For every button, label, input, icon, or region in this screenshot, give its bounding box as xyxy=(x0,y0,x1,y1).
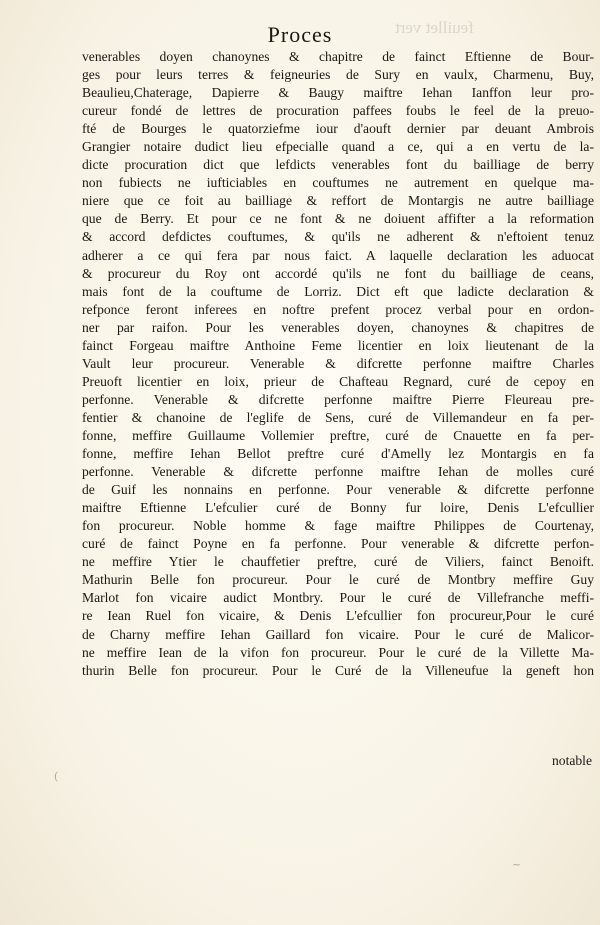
text-line: maiftre Eftienne L'efculier curé de Bonny fur loire, Denis L'efcullier xyxy=(82,500,594,516)
show-through-text: feuillet vert xyxy=(395,18,474,37)
text-line: fté de Bourges le quatorziefme iour d'aouft dernier par deuant Ambrois xyxy=(82,121,594,137)
text-line: Mathurin Belle fon procureur. Pour le curé de Montbry meffire Guy xyxy=(82,572,594,588)
text-line: ner par raifon. Pour les venerables doyen, chanoynes & chapitres de xyxy=(82,319,594,335)
text-line: re Iean Ruel fon vicaire, & Denis L'efcullier fon procureur,Pour le curé xyxy=(82,608,594,624)
text-line: perfonne. Venerable & difcrette perfonne maiftre Iehan de molles curé xyxy=(82,464,594,480)
text-line: ne meffire Iean de la vifon fon procureur. Pour le curé de la Villette Ma- xyxy=(82,644,594,660)
text-line: refponce feront inferees en noftre prefent procez verbal pour en ordon- xyxy=(82,301,594,317)
running-head: Proces xyxy=(267,22,333,47)
text-line: ne meffire Ytier le chauffetier preftre, curé de Viliers, fainct Benoift. xyxy=(82,554,594,570)
catchword: notable xyxy=(551,753,592,768)
text-line: cureur fondé de lettres de procuration paffees foubs le feel de la preuo- xyxy=(82,103,594,119)
text-line: non fubiects ne iufticiables en couftumes ne autrement en quelque ma- xyxy=(82,175,594,191)
text-line: fonne, meffire Iehan Bellot preftre curé d'Amelly lez Montargis en fa xyxy=(82,446,594,462)
text-line: & accord defdictes couftumes, & qu'ils ne adherent & n'eftoient tenuz xyxy=(82,229,594,245)
text-line: venerables doyen chanoynes & chapitre de fainct Eftienne de Bour- xyxy=(82,49,594,64)
text-line: fainct Forgeau maiftre Anthoine Feme licentier en loix lieutenant de la xyxy=(82,337,594,353)
text-line: fonne, meffire Guillaume Vollemier preftre, curé de Cnauette en fa per- xyxy=(82,427,594,443)
margin-mark: ~ xyxy=(512,858,522,871)
text-line: ges pour leurs terres & feigneuries de Sury en vaulx, Charmenu, Buy, xyxy=(82,67,594,83)
text-line: adherer a ce qui fera par nous faict. A laquelle declaration les aduocat xyxy=(82,247,594,263)
text-line: mais font de la couftume de Lorriz. Dict eft que ladicte declaration & xyxy=(82,283,594,299)
text-line: Grangier notaire dudict lieu efpecialle quand a ce, qui a en vertu de la- xyxy=(82,139,594,155)
text-line: que de Berry. Et pour ce ne font & ne doiuent affifter a la reformation xyxy=(82,211,594,227)
margin-mark: ( xyxy=(54,770,59,783)
text-line: de Charny meffire Iehan Gaillard fon vicaire. Pour le curé de Malicor- xyxy=(82,626,594,642)
text-line: dicte procuration dict que lefdicts venerables font du bailliage de berry xyxy=(82,157,594,173)
text-line: fentier & chanoine de l'eglife de Sens, curé de Villemandeur en fa per- xyxy=(82,409,594,425)
text-line: de Guif les nonnains en perfonne. Pour venerable & difcrette perfonne xyxy=(82,482,594,498)
text-line: Preuoft licentier en loix, prieur de Chafteau Regnard, curé de cepoy en xyxy=(82,373,594,389)
text-line: curé de fainct Poyne en fa perfonne. Pour venerable & difcrette perfon- xyxy=(82,536,594,552)
text-line: Marlot fon vicaire audict Montbry. Pour le curé de Villefranche meffi- xyxy=(82,590,594,606)
text-line: Beaulieu,Chaterage, Dapierre & Baugy maiftre Iehan Ianffon leur pro- xyxy=(82,85,594,101)
body-text xyxy=(82,48,594,680)
text-line: perfonne. Venerable & difcrette perfonne maiftre Pierre Fleureau pre- xyxy=(82,391,594,407)
text-line: niere que ce foit au bailliage & reffort de Montargis ne autre bailliage xyxy=(82,193,594,209)
text-line: fon procureur. Noble homme & fage maiftre Philippes de Courtenay, xyxy=(82,518,594,534)
text-line: Vault leur procureur. Venerable & difcrette perfonne maiftre Charles xyxy=(82,355,594,371)
text-line: thurin Belle fon procureur. Pour le Curé de la Villeneufue la geneft hon xyxy=(82,662,594,678)
text-line: & procureur du Roy ont accordé qu'ils ne font du bailliage de ceans, xyxy=(82,265,594,281)
